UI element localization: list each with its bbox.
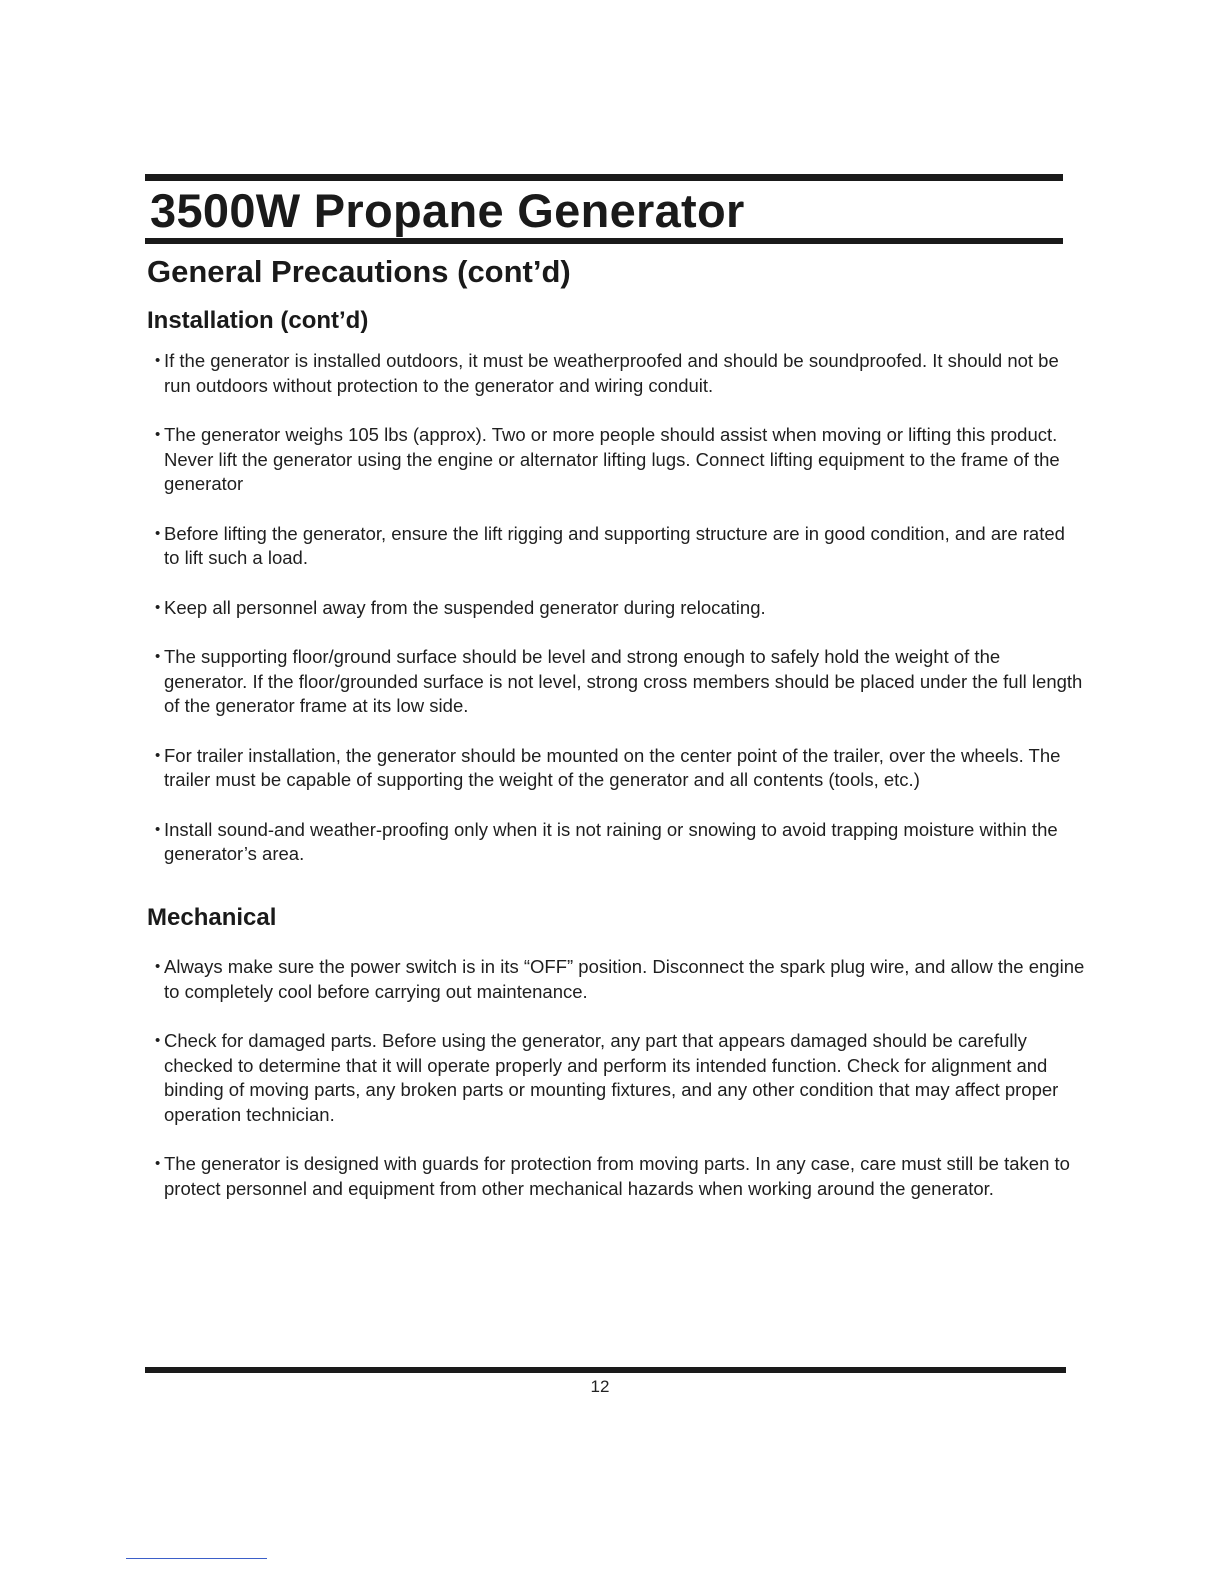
bullet-icon: • (155, 426, 161, 443)
bullet-icon: • (155, 958, 161, 975)
installation-list (155, 349, 1085, 892)
installation-item-text: For trailer installation, the generator should be mounted on the center point of the trailer, over the wheels. The trailer must be capable of supporting the weight of the generator and all contents (tools, etc.) (164, 744, 1061, 790)
installation-item (155, 349, 1085, 398)
mechanical-item (155, 955, 1085, 1004)
installation-heading: Installation (cont’d) (147, 307, 369, 334)
installation-item-text: Keep all personnel away from the suspended generator during relocating. (164, 596, 766, 618)
installation-item-text: Install sound-and weather-proofing only when it is not raining or snowing to avoid trapping moisture within the generator’s area. (164, 818, 1058, 864)
bullet-icon: • (155, 1032, 161, 1049)
installation-item-text: The generator weighs 105 lbs (approx). Two or more people should assist when moving or lifting this product. Never lift the generator using the engine or alternator lifting lugs. Connect lifting equipment to the frame of the generator (164, 424, 1060, 494)
bullet-icon: • (155, 524, 161, 542)
installation-item-text: Before lifting the generator, ensure the lift rigging and supporting structure are in good condition, and are rated to lift such a load. (164, 522, 1065, 568)
mechanical-heading: Mechanical (147, 904, 277, 931)
page-number: 12 (590, 1377, 610, 1396)
installation-item-text: The supporting floor/ground surface should be level and strong enough to safely hold the weight of the generator. If the floor/grounded surface is not level, strong cross members should be placed under the full length of the generator frame at its low side. (164, 646, 1083, 716)
bullet-icon: • (155, 1155, 161, 1172)
mechanical-item (155, 1152, 1085, 1201)
mechanical-item (155, 1029, 1085, 1127)
installation-item (155, 818, 1085, 867)
installation-item (155, 596, 1085, 621)
installation-item (155, 423, 1085, 497)
mechanical-item-text: Check for damaged parts. Before using the generator, any part that appears damaged should be carefully checked to determine that it will operate properly and perform its intended function. Check for alignment and binding of moving parts, any broken parts or mounting fixtures, and any other condition that may affect proper operation technician. (164, 1030, 1059, 1125)
bullet-icon: • (155, 648, 161, 665)
installation-item (155, 522, 1085, 571)
mechanical-list (155, 955, 1085, 1226)
bullet-icon: • (155, 352, 161, 369)
footer-rule (145, 1367, 1066, 1373)
installation-item (155, 645, 1085, 719)
title-bottom-rule (145, 238, 1063, 244)
bullet-icon: • (155, 746, 161, 764)
mechanical-item-text: Always make sure the power switch is in its “OFF” position. Disconnect the spark plug wire, and allow the engine to completely cool before carrying out maintenance. (164, 956, 1085, 1002)
installation-item (155, 744, 1085, 793)
bullet-icon: • (155, 820, 161, 838)
section-heading: General Precautions (cont’d) (147, 254, 571, 289)
bullet-icon: • (155, 598, 161, 616)
installation-item-text: If the generator is installed outdoors, it must be weatherproofed and should be soundproofed. It should not be run outdoors without protection to the generator and wiring conduit. (164, 350, 1059, 396)
document-title: 3500W Propane Generator (150, 184, 745, 237)
corner-link-line (126, 1558, 267, 1559)
title-top-rule (145, 174, 1063, 181)
mechanical-item-text: The generator is designed with guards for protection from moving parts. In any case, care must still be taken to protect personnel and equipment from other mechanical hazards when working around the generator. (164, 1153, 1070, 1199)
